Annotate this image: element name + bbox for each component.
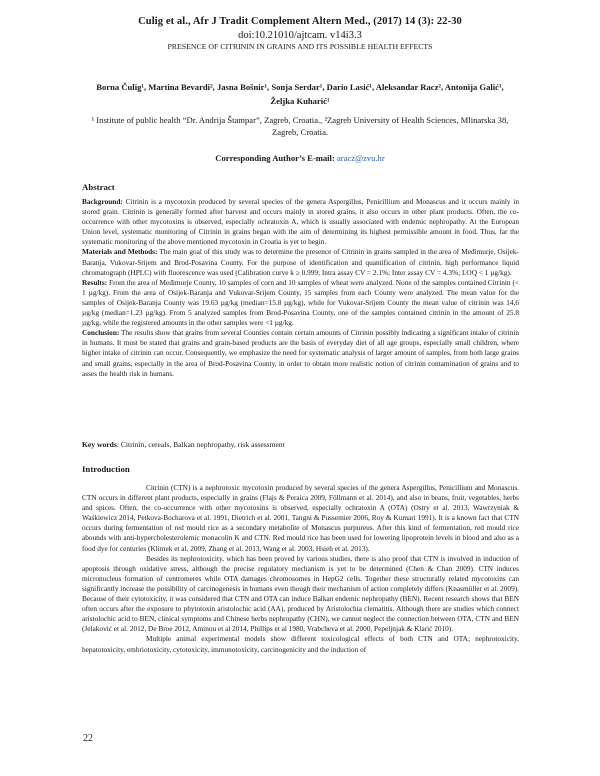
abstract-results — [82, 278, 519, 328]
abstract-heading: Abstract — [82, 182, 115, 192]
keywords-label: Key words — [82, 440, 117, 449]
abstract-background — [82, 197, 519, 247]
author-list: Borna Čulig¹, Martina Bevardi², Jasna Bošnir¹, Sonja Serdar¹, Dario Lasić¹, Aleksandar Racz², Antonija Galić¹, Željka Kuharić¹ — [96, 82, 504, 106]
journal-header: Culig et al., Afr J Tradit Complement Altern Med., (2017) 14 (3): 22-30 — [138, 16, 462, 27]
conclusion-label: Conclusion: — [82, 328, 120, 338]
intro-paragraph-3: Multiple animal experimental models show different toxicological effects of both CTN and OTA; nephrotoxicity, hepatotoxicity, embriotoxicity, cytotoxicity, immunotoxicity, carcinogenicity and the induction of — [82, 634, 519, 654]
methods-text: The main goal of this study was to determine the presence of Citrinin in grains sampled in the area of Međimurje, Osijek-Baranja, Vukovar-Srijem and Brod-Posavina County. For the purpose of identification and quantification of citrinin, high performance liquid chromatograph (HPLC) with fluorescence was used (Calibration curve k ≥ 0.999; Intra assay CV = 2.1%; Inter assay CV = 4.3%; LOQ < 1 µg/kg). — [82, 247, 519, 277]
intro-paragraph-1: Citrinin (CTN) is a nephrotoxic mycotoxin produced by several species of the genera Aspergillus, Penicillium and Monascus. CTN occurs in different plant products, especially in grains (Flajs & Peraica 2009, Föllmann et al. 2014), and also in beans, fruit, vegetables, herbs and spices. Often, the co-occurrence with other mycotoxins is observed, especially ochratoxin A (OTA) (Ostry et al. 2013, Wawrzyniak & Waśkiewicz 2014, Petkova-Bocharova et al. 1991, Dietrich et al. 2001, Tangni & Pussemier 2006, Roy & Kumari 1991). It is a known fact that CTN occurs during fermentation of red mould rice as a secondary metabolite of Monascus purpureus. After this kind of fermentation, red mould rice abounds with anti-hypercholesterolemic monacolin K and CTN. Red mould rice has been used for lowering lipoprotein levels in blood and also as a food dye for centuries (Klimek et al. 2009, Zhang et al. 2013, Wang et al. 2003, Hsieh et al. 2013). — [82, 483, 519, 553]
corresponding-email[interactable]: aracz@zvu.hr — [336, 153, 385, 163]
introduction-heading: Introduction — [82, 464, 130, 474]
abstract-body — [82, 197, 519, 379]
abstract-methods — [82, 247, 519, 277]
keywords — [82, 440, 519, 449]
methods-label: Materials and Methods: — [82, 247, 158, 257]
page-number: 22 — [83, 733, 93, 744]
doi-link[interactable]: doi:10.21010/ajtcam. v14i3.3 — [238, 30, 362, 41]
conclusion-text: The results show that grains from several Counties contain certain amounts of Citrinin possibly indicating a significant intake of citrinin in humans. It must be stated that grains and grain-based products are the basis of everyday diet of all age groups, especially small children, where higher intake of citrinin can occur. Consequently, we emphasize the need for systematic analysis of larger amount of samples, from both large grains and small grains, especially in the area of Brod-Posavina County, in order to obtain more realistic notion of citrinin contamination of grains and to asses the health risk in humans. — [82, 328, 519, 378]
introduction-body — [82, 483, 519, 655]
results-label: Results: — [82, 277, 108, 287]
intro-paragraph-2: Besides its nephrotoxicity, which has been proved by various studies, there is also proof that CTN is involved in induction of apoptosis through oxidative stress, although the precise regulatory mechanism is yet to be determined (Chen & Chan 2009). CTN induces micronucleus formation of centromeres while OTA damages chromosomes in HepG2 cells. Together these structurally related mycotoxins can significantly increase the possibility of carcinogenesis in humans even though their mechanism of action completely differs (Knasmüller et al. 2009). Because of their cytotoxicity, it was considered that CTN and OTA can induce Balkan endemic nephropathy (BEN). Recent research shows that BEN often occurs after the exposure to phytotoxin aristolochic acid (AA), produced by Aristolochia clematitis. Although there are studies which connect aristolochic acid to BEN, clinical symptoms and Chinese herbs nephropathy (CHN), we cannot neglect the connection between OTA, CTN and BEN (Jelaković et al. 2012, De Broe 2012, Aminou et al 2014, Phillips et al 1980, Vrabcheva et al. 2000, Pepeljnjak & Klarić 2010). — [82, 553, 519, 634]
corresponding-label: Corresponding Author’s E-mail: — [215, 153, 335, 163]
article-title: PRESENCE OF CITRININ IN GRAINS AND ITS POSSIBLE HEALTH EFFECTS — [167, 42, 433, 51]
abstract-conclusion — [82, 328, 519, 378]
background-text: Citrinin is a mycotoxin produced by several species of the genera Aspergillus, Penicillium and Monascus and it occurs mainly in stored grain. Citrinin is generally formed after harvest and occurs mainly in stored grains, it also occurs in other plant products. Often, the co-occurrence with other mycotoxins is observed, especially ochratoxin A, which is usually associated with endemic nephropathy. At the European Union level, systematic monitoring of Citrinin in grains began with the aim of determining its highest permissible amount in food. Thus, far the systematic monitoring of the above mentioned mycotoxin in Croatia is yet to begin. — [82, 197, 519, 247]
affiliations: ¹ Institute of public health “Dr. Andrija Štampar”, Zagreb, Croatia., ²Zagreb University of Health Sciences, Mlinarska 38, Zagreb, Croatia. — [91, 115, 509, 137]
keywords-text: : Citrinin, cereals, Balkan nephropathy, risk assessment — [116, 440, 285, 449]
results-text: From the area of Međimurje County, 10 samples of corn and 10 samples of wheat were analyzed. None of the samples contained Citrinin (< 1 µg/kg). From the area of Osijek-Baranja and Vukovar-Srijem County, 15 samples from each County were analyzed. The mean value for the samples of Osijek-Baranja County was 19.63 µg/kg (median=15.8 µg/kg), while for Vukovar-Srijem County the mean value of citrinin was 14,6 µg/kg (median=1.23 µg/kg). From 5 analyzed samples from Brod-Posavina County, one of the samples contained citrinin in the amount of 25.8 µg/kg, while the registered amounts in the other samples were <1 µg/kg. — [82, 277, 519, 328]
background-label: Background: — [82, 197, 123, 206]
corresponding-author — [0, 153, 600, 163]
